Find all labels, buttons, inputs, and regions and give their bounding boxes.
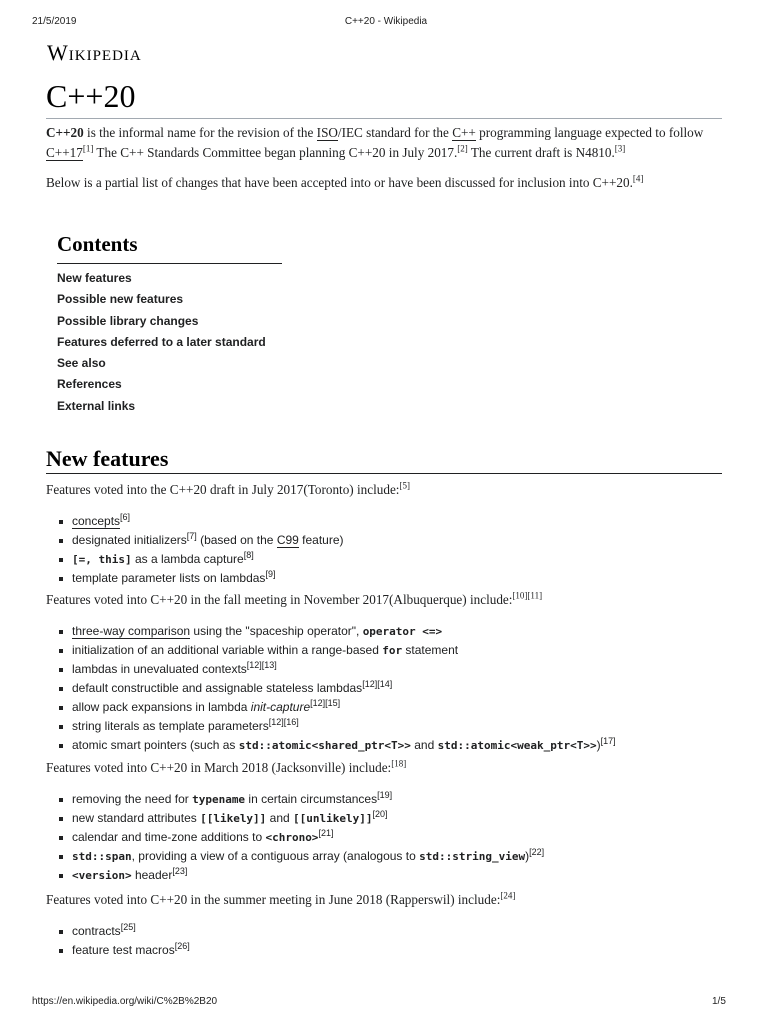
c99-link[interactable]: C99 — [276, 533, 299, 547]
toc-item-see-also[interactable]: See also — [57, 356, 106, 371]
list-item: allow pack expansions in lambda init-capture[12][15] — [55, 698, 616, 717]
print-page-number: 1/5 — [712, 996, 726, 1007]
concepts-link[interactable]: concepts — [72, 514, 121, 528]
g3-intro: Features voted into C++20 in March 2018 (Jacksonville) include:[18] — [46, 758, 407, 775]
list-item: new standard attributes [[likely]] and [[unlikely]][20] — [55, 809, 544, 828]
g4-intro: Features voted into C++20 in the summer meeting in June 2018 (Rapperswil) include:[24] — [46, 890, 516, 907]
ref-1[interactable]: [1] — [82, 143, 94, 154]
print-date: 21/5/2019 — [32, 16, 77, 27]
intro-paragraph: C++20 is the informal name for the revision of the ISO/IEC standard for the C++ programming language expected to follow C++17[1] The C++ Standards Committee began planning C++20 in July 2017.[2] The current draft is N4810.[3] — [46, 125, 704, 160]
iso-link[interactable]: ISO — [316, 125, 338, 140]
three-way-comparison-link[interactable]: three-way comparison — [72, 624, 191, 638]
toc-item-deferred-features[interactable]: Features deferred to a later standard — [57, 334, 266, 349]
list-item: concepts[6] — [55, 512, 344, 531]
section-heading-new-features: New features — [46, 446, 169, 471]
g3-feature-list — [55, 790, 544, 885]
toc-item-external-links[interactable]: External links — [57, 398, 136, 413]
partial-list-paragraph: Below is a partial list of changes that have been accepted into or have been discussed for inclusion into C++20.[4] — [46, 173, 644, 190]
list-item: three-way comparison using the "spaceship operator", operator <=> — [55, 622, 616, 641]
g2-feature-list — [55, 622, 616, 755]
list-item: feature test macros[26] — [55, 941, 190, 960]
print-url: https://en.wikipedia.org/wiki/C%2B%2B20 — [32, 996, 218, 1007]
g4-feature-list — [55, 922, 190, 960]
list-item: default constructible and assignable stateless lambdas[12][14] — [55, 679, 616, 698]
list-item: contracts[25] — [55, 922, 190, 941]
list-item: designated initializers[7] (based on the C99 feature) — [55, 531, 344, 550]
section-divider — [46, 473, 722, 474]
cpp17-link[interactable]: C++17 — [46, 145, 83, 160]
g1-intro: Features voted into the C++20 draft in July 2017(Toronto) include:[5] — [46, 480, 410, 497]
toc-divider — [57, 263, 282, 264]
list-item: template parameter lists on lambdas[9] — [55, 569, 344, 588]
list-item: string literals as template parameters[12][16] — [55, 717, 616, 736]
toc-title: Contents — [57, 232, 138, 256]
list-item: [=, this] as a lambda capture[8] — [55, 550, 344, 569]
wikipedia-logo[interactable]: Wikipedia — [47, 40, 142, 65]
title-divider — [46, 118, 722, 119]
toc-item-possible-library-changes[interactable]: Possible library changes — [57, 313, 199, 328]
list-item: std::span, providing a view of a contiguous array (analogous to std::string_view)[22] — [55, 847, 544, 866]
ref-4[interactable]: [4] — [632, 173, 644, 184]
toc-item-possible-new-features[interactable]: Possible new features — [57, 292, 184, 307]
toc-item-references[interactable]: References — [57, 377, 122, 392]
list-item: atomic smart pointers (such as std::atomic<shared_ptr<T>> and std::atomic<weak_ptr<T>>)[17] — [55, 736, 616, 755]
cpp-link[interactable]: C++ — [452, 125, 476, 140]
ref-2[interactable]: [2] — [457, 143, 468, 154]
bold-name: C++20 — [46, 125, 84, 140]
list-item: lambdas in unevaluated contexts[12][13] — [55, 660, 616, 679]
g2-intro: Features voted into C++20 in the fall meeting in November 2017(Albuquerque) include:[10][11] — [46, 590, 543, 607]
ref-5[interactable]: [5] — [399, 480, 410, 491]
page-title: C++20 — [46, 78, 136, 114]
toc-item-new-features[interactable]: New features — [57, 271, 132, 285]
table-of-contents — [57, 232, 282, 417]
list-item: initialization of an additional variable within a range-based for statement — [55, 641, 616, 660]
ref-3[interactable]: [3] — [614, 143, 626, 154]
print-tab-title: C++20 - Wikipedia — [344, 16, 428, 27]
list-item: <version> header[23] — [55, 866, 544, 885]
g1-feature-list — [55, 512, 344, 588]
list-item: calendar and time-zone additions to <chrono>[21] — [55, 828, 544, 847]
list-item: removing the need for typename in certain circumstances[19] — [55, 790, 544, 809]
